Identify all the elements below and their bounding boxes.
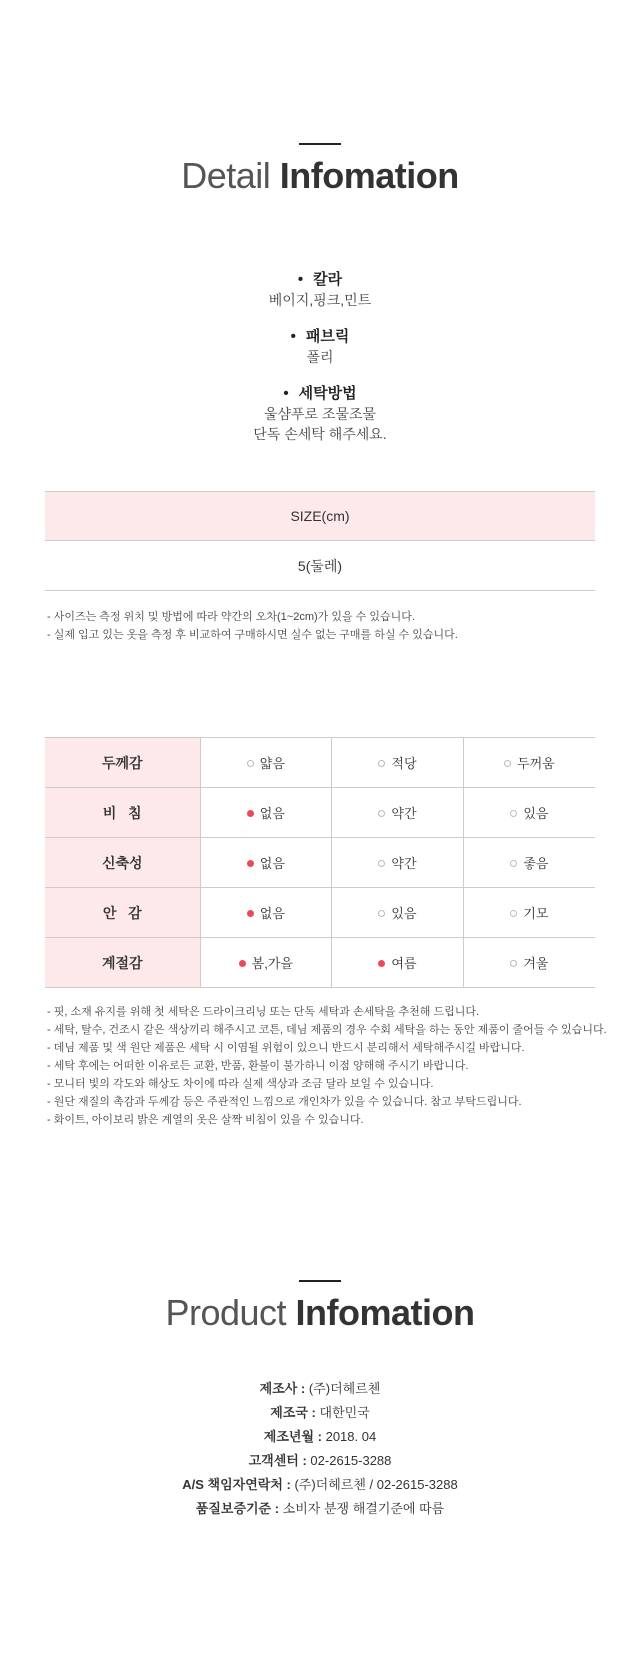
- product-title-light: Product: [165, 1292, 287, 1333]
- note-line: - 데님 제품 및 색 원단 제품은 세탁 시 이염될 위험이 있으니 반드시 분리해서 세탁해주시길 바랍니다.: [47, 1042, 525, 1054]
- detail-item-value: 베이지,핑크,민트: [268, 292, 372, 308]
- property-option: 있음: [332, 888, 464, 938]
- size-table-value: 5(둘레): [45, 541, 595, 591]
- product-section-title: [0, 1292, 640, 1334]
- bullet-icon: •: [297, 271, 304, 288]
- property-option: 있음: [463, 788, 595, 838]
- product-title-bold: Infomation: [295, 1292, 475, 1333]
- note-line: - 핏, 소재 유지를 위해 첫 세탁은 드라이크리닝 또는 단독 세탁과 손세탁을 추천해 드립니다.: [47, 1006, 480, 1018]
- property-option: 여름: [332, 938, 464, 988]
- size-table: [45, 491, 595, 591]
- property-option: 기모: [463, 888, 595, 938]
- note-line: - 실제 입고 있는 옷을 측정 후 비교하여 구매하시면 실수 없는 구매를 하실 수 있습니다.: [47, 629, 458, 641]
- detail-item-color: [0, 270, 640, 310]
- table-row: [45, 938, 595, 988]
- product-info-row: 품질보증기준 : 소비자 분쟁 해결기준에 따름: [195, 1501, 445, 1516]
- care-notes: [47, 1003, 607, 1129]
- product-info-list: [0, 1377, 640, 1521]
- radio-empty-icon: [247, 760, 254, 767]
- property-option: 없음: [200, 838, 332, 888]
- property-option: 겨울: [463, 938, 595, 988]
- detail-item-value: 단독 손세탁 해주세요.: [253, 426, 387, 442]
- property-option: 두꺼움: [463, 738, 595, 788]
- section-divider-detail: [299, 143, 341, 145]
- radio-empty-icon: [378, 760, 385, 767]
- property-label: 두께감: [45, 738, 200, 788]
- property-label: 계절감: [45, 938, 200, 988]
- bullet-icon: •: [290, 328, 296, 345]
- detail-item-value: 폴리: [306, 349, 334, 365]
- bullet-icon: •: [283, 385, 289, 402]
- product-info-row: 제조국 : 대한민국: [270, 1405, 370, 1420]
- note-line: - 원단 재질의 촉감과 두께감 등은 주관적인 느낌으로 개인차가 있을 수 있습니다. 참고 부탁드립니다.: [47, 1096, 522, 1108]
- properties-table: [45, 737, 595, 988]
- property-option: 적당: [332, 738, 464, 788]
- radio-empty-icon: [510, 960, 517, 967]
- property-option: 좋음: [463, 838, 595, 888]
- radio-selected-icon: [247, 910, 254, 917]
- detail-item-fabric: [0, 327, 640, 367]
- product-info-row: 제조사 : (주)더헤르첸: [259, 1381, 381, 1396]
- property-label: 비 침: [45, 788, 200, 838]
- product-info-row: 고객센터 : 02-2615-3288: [248, 1453, 392, 1468]
- property-option: 없음: [200, 888, 332, 938]
- size-notes: [47, 608, 607, 644]
- detail-title-bold: Infomation: [279, 155, 459, 196]
- property-option: 없음: [200, 788, 332, 838]
- radio-empty-icon: [510, 810, 517, 817]
- detail-item-value: 울샴푸로 조물조물: [263, 406, 377, 422]
- note-line: - 사이즈는 측정 위치 및 방법에 따라 약간의 오차(1~2cm)가 있을 수 있습니다.: [47, 611, 415, 623]
- property-option: 약간: [332, 838, 464, 888]
- property-option: 약간: [332, 788, 464, 838]
- radio-empty-icon: [378, 810, 385, 817]
- section-divider-product: [299, 1280, 341, 1282]
- detail-item-label: 세탁방법: [298, 385, 357, 402]
- radio-selected-icon: [378, 960, 385, 967]
- property-label: 안 감: [45, 888, 200, 938]
- radio-empty-icon: [504, 760, 511, 767]
- detail-item-washing: [0, 384, 640, 444]
- radio-empty-icon: [510, 910, 517, 917]
- note-line: - 모니터 빛의 각도와 해상도 차이에 따라 실제 색상과 조금 달라 보일 수 있습니다.: [47, 1078, 434, 1090]
- note-line: - 화이트, 아이보리 밝은 계열의 옷은 살짝 비침이 있을 수 있습니다.: [47, 1114, 364, 1126]
- detail-section-title: [0, 155, 640, 197]
- table-row: [45, 738, 595, 788]
- radio-selected-icon: [239, 960, 246, 967]
- note-line: - 세탁 후에는 어떠한 이유로든 교환, 반품, 환불이 불가하니 이점 양해해 주시기 바랍니다.: [47, 1060, 469, 1072]
- radio-empty-icon: [378, 860, 385, 867]
- detail-item-label: 칼라: [313, 271, 343, 288]
- property-option: 얇음: [200, 738, 332, 788]
- radio-empty-icon: [510, 860, 517, 867]
- product-info-row: A/S 책임자연락처 : (주)더헤르첸 / 02-2615-3288: [182, 1477, 458, 1492]
- detail-item-label: 패브릭: [305, 328, 350, 345]
- radio-selected-icon: [247, 810, 254, 817]
- table-row: [45, 888, 595, 938]
- table-row: [45, 788, 595, 838]
- note-line: - 세탁, 탈수, 건조시 같은 색상끼리 해주시고 코튼, 데님 제품의 경우 수회 세탁을 하는 동안 제품이 줄어들 수 있습니다.: [47, 1024, 607, 1036]
- table-row: [45, 838, 595, 888]
- property-option: 봄,가을: [200, 938, 332, 988]
- radio-selected-icon: [247, 860, 254, 867]
- product-info-row: 제조년월 : 2018. 04: [263, 1429, 377, 1444]
- radio-empty-icon: [378, 910, 385, 917]
- property-label: 신축성: [45, 838, 200, 888]
- detail-title-light: Detail: [181, 155, 271, 196]
- size-table-header: SIZE(cm): [45, 492, 595, 541]
